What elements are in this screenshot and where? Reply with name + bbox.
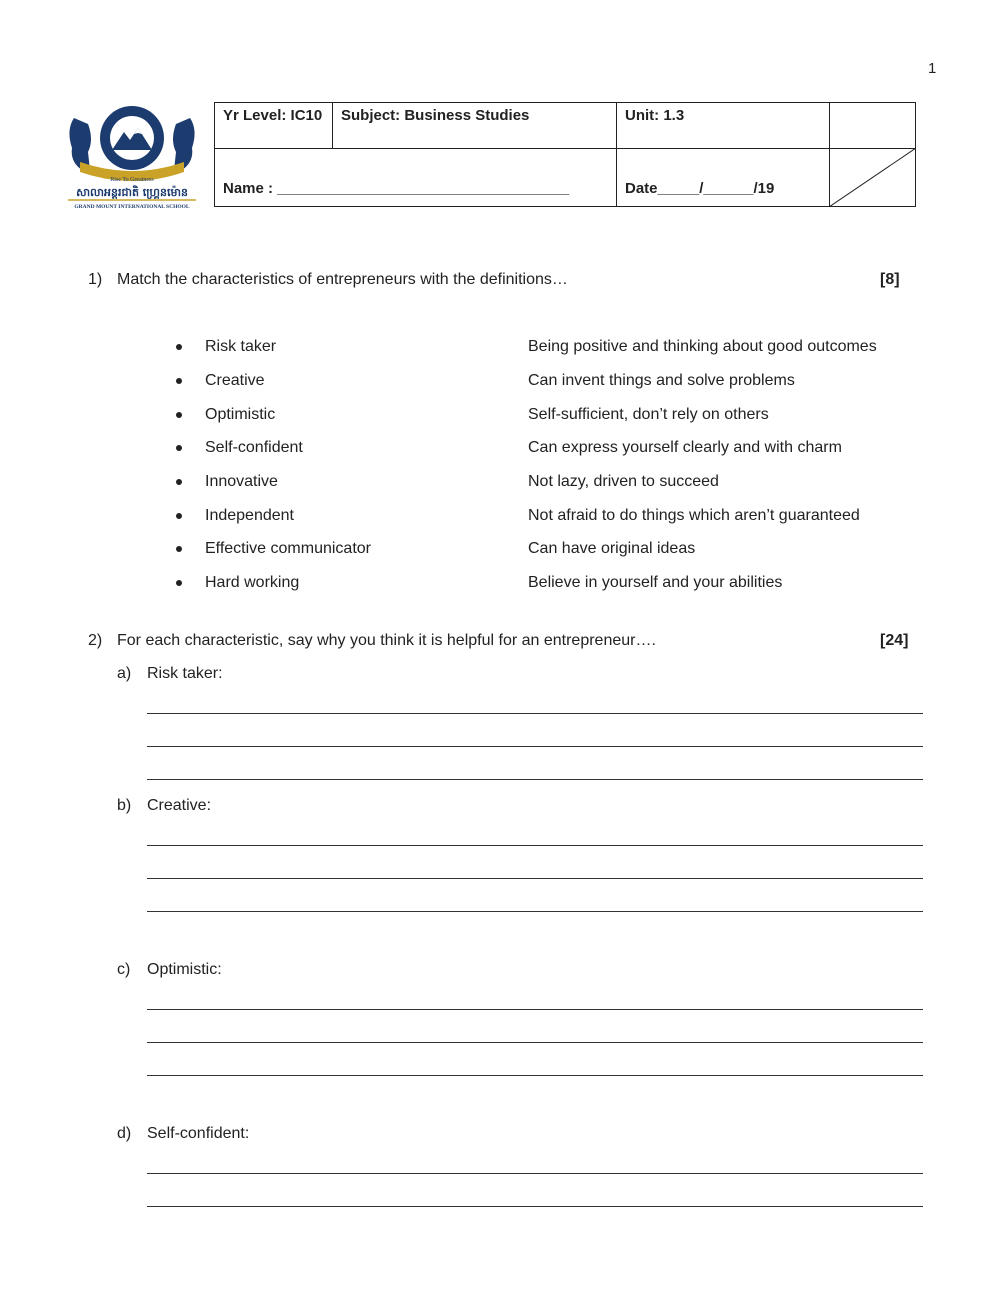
answer-line[interactable]	[147, 1206, 923, 1207]
date-field[interactable]: Date_____/______/19	[625, 180, 775, 197]
question-1-marks: [8]	[880, 271, 900, 288]
definition-item: Can invent things and solve problems	[528, 372, 795, 389]
bullet-icon	[176, 412, 182, 418]
characteristic-item: Creative	[205, 372, 265, 389]
part-c-letter: c)	[117, 961, 131, 978]
question-2-marks: [24]	[880, 632, 909, 649]
characteristic-item: Hard working	[205, 574, 300, 591]
characteristic-item: Optimistic	[205, 406, 276, 423]
part-b-letter: b)	[117, 797, 132, 814]
school-logo	[60, 100, 204, 212]
part-b-label: Creative:	[147, 797, 212, 814]
definition-item: Not afraid to do things which aren’t guaranteed	[528, 507, 860, 524]
subject: Subject: Business Studies	[341, 107, 530, 124]
answer-line[interactable]	[147, 1009, 923, 1010]
bullet-icon	[176, 513, 182, 519]
question-2-number: 2)	[88, 632, 103, 649]
page-number: 1	[928, 60, 937, 77]
part-d-letter: d)	[117, 1125, 132, 1142]
question-1-number: 1)	[88, 271, 103, 288]
part-a-label: Risk taker:	[147, 665, 223, 682]
characteristic-item: Risk taker	[205, 338, 277, 355]
part-d-label: Self-confident:	[147, 1125, 250, 1142]
bullet-icon	[176, 378, 182, 384]
definition-item: Can have original ideas	[528, 540, 696, 557]
part-c-label: Optimistic:	[147, 961, 222, 978]
answer-line[interactable]	[147, 878, 923, 879]
answer-line[interactable]	[147, 713, 923, 714]
answer-line[interactable]	[147, 1075, 923, 1076]
answer-line[interactable]	[147, 1042, 923, 1043]
bullet-icon	[176, 580, 182, 586]
characteristic-item: Innovative	[205, 473, 278, 490]
svg-text:Rise To Greatness: Rise To Greatness	[110, 177, 154, 183]
answer-line[interactable]	[147, 746, 923, 747]
answer-line[interactable]	[147, 845, 923, 846]
svg-text:GRAND MOUNT INTERNATIONAL SCHO: GRAND MOUNT INTERNATIONAL SCHOOL	[74, 204, 190, 210]
bullet-icon	[176, 445, 182, 451]
svg-text:សាលាអន្តរជាតិ ហ្គ្រេនម៉ោន: សាលាអន្តរជាតិ ហ្គ្រេនម៉ោន	[76, 186, 188, 199]
characteristic-item: Self-confident	[205, 439, 303, 456]
characteristic-item: Effective communicator	[205, 540, 371, 557]
question-2-text: For each characteristic, say why you think it is helpful for an entrepreneur….	[117, 632, 656, 649]
definition-item: Believe in yourself and your abilities	[528, 574, 783, 591]
header-table	[214, 102, 916, 207]
year-level: Yr Level: IC10	[223, 107, 323, 124]
definition-item: Can express yourself clearly and with charm	[528, 439, 842, 456]
answer-line[interactable]	[147, 779, 923, 780]
part-a-letter: a)	[117, 665, 132, 682]
characteristic-item: Independent	[205, 507, 294, 524]
name-field[interactable]: Name : ___________________________________	[223, 180, 570, 197]
bullet-icon	[176, 479, 182, 485]
definition-item: Not lazy, driven to succeed	[528, 473, 719, 490]
unit: Unit: 1.3	[625, 107, 685, 124]
bullet-icon	[176, 344, 182, 350]
definition-item: Self-sufficient, don’t rely on others	[528, 406, 769, 423]
diagonal-cell	[829, 148, 916, 207]
answer-line[interactable]	[147, 1173, 923, 1174]
definition-item: Being positive and thinking about good outcomes	[528, 338, 877, 355]
answer-line[interactable]	[147, 911, 923, 912]
school-crest-icon	[60, 100, 204, 212]
question-1-text: Match the characteristics of entrepreneurs with the definitions…	[117, 271, 568, 288]
bullet-icon	[176, 546, 182, 552]
